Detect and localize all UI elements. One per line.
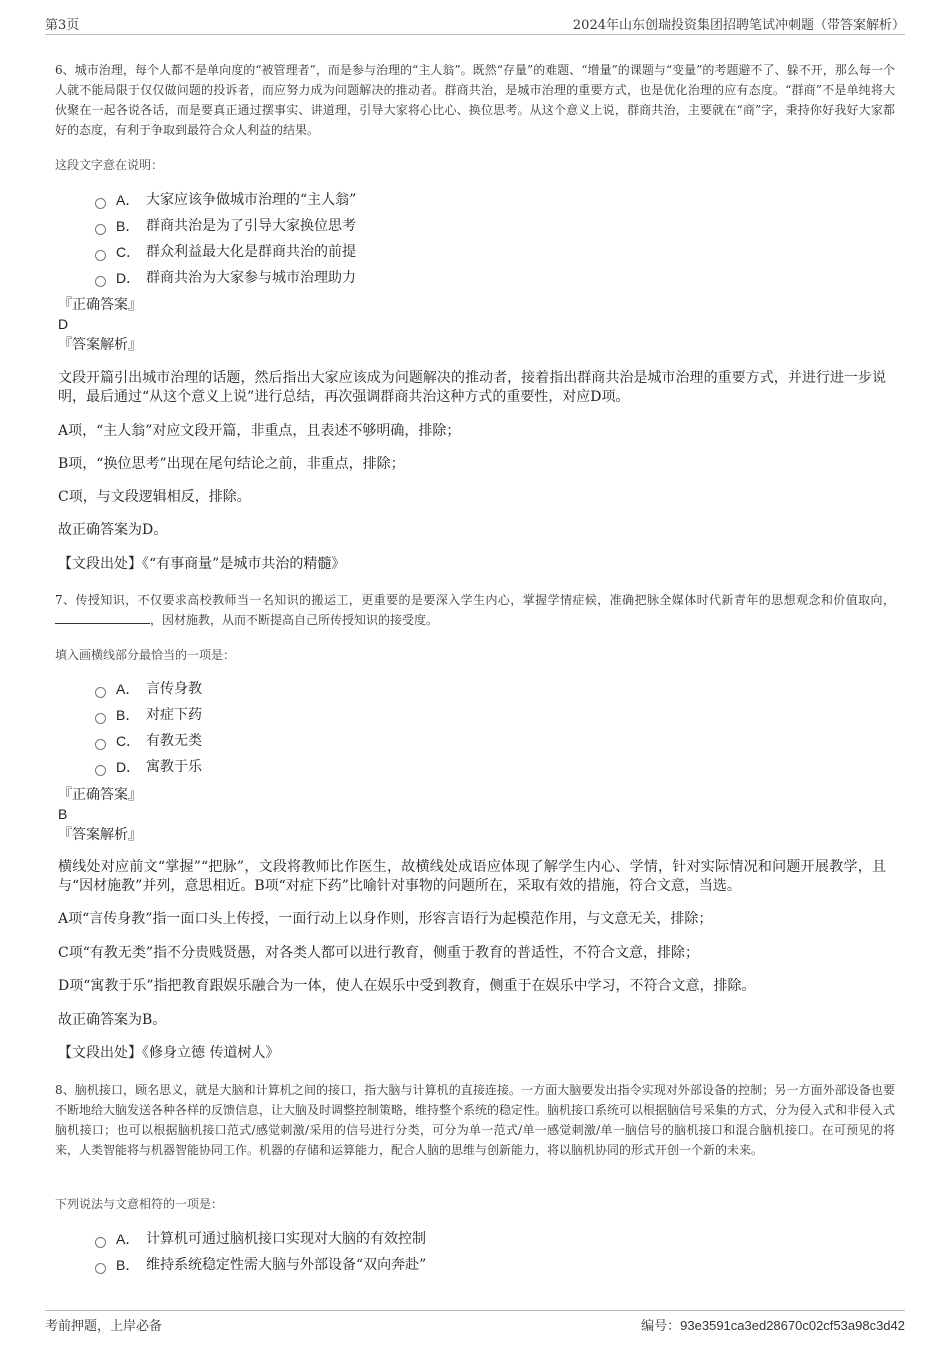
radio-icon[interactable] bbox=[95, 765, 106, 776]
document-title: 2024年山东创瑞投资集团招聘笔试冲刺题（带答案解析） bbox=[572, 18, 905, 33]
answer-blank bbox=[55, 611, 150, 624]
q6-option-d[interactable]: D． 群商共治为大家参与城市治理助力 bbox=[95, 266, 356, 290]
q6-option-b[interactable]: B． 群商共治是为了引导大家换位思考 bbox=[95, 214, 356, 238]
question-7-text: 7、传授知识，不仅要求高校教师当一名知识的搬运工，更重要的是要深入学生内心，掌握学情症候，准确把脉全媒体时代新青年的思想观念和价值取向，，因材施教，从而不断提高自己所传授知识的接受度。 bbox=[55, 593, 895, 627]
page-number: 第3页 bbox=[45, 18, 80, 33]
q6-analysis-paragraph: 故正确答案为D。 bbox=[58, 522, 168, 538]
q7-option-c[interactable]: C． 有教无类 bbox=[95, 729, 202, 753]
q7-answer-label: 『正确答案』 bbox=[58, 787, 142, 803]
radio-icon[interactable] bbox=[95, 224, 106, 235]
q7-option-b[interactable]: B． 对症下药 bbox=[95, 703, 202, 727]
radio-icon[interactable] bbox=[95, 198, 106, 209]
page-header bbox=[45, 14, 905, 35]
q7-answer: B bbox=[58, 806, 68, 822]
q6-analysis-paragraph: A项，“主人翁”对应文段开篇，非重点，且表述不够明确，排除； bbox=[58, 423, 461, 439]
radio-icon[interactable] bbox=[95, 1237, 106, 1248]
q7-analysis-paragraph: 故正确答案为B。 bbox=[58, 1012, 167, 1028]
q6-option-a[interactable]: A． 大家应该争做城市治理的“主人翁” bbox=[95, 188, 356, 212]
q6-analysis-paragraph: B项，“换位思考”出现在尾句结论之前，非重点，排除； bbox=[58, 456, 405, 472]
q7-option-a[interactable]: A． 言传身教 bbox=[95, 677, 202, 701]
q7-analysis-paragraph: 横线处对应前文“掌握”“把脉”，文段将教师比作医生，故横线处成语应体现了解学生内心、学情，针对实际情况和问题开展教学，且与“因材施教”并列，意思相近。B项“对症下药”比喻针对事物的问题所在，采取有效的措施，符合文意，当选。 bbox=[58, 859, 886, 894]
q8-option-b[interactable]: B． 维持系统稳定性需大脑与外部设备“双向奔赴” bbox=[95, 1253, 426, 1277]
q7-analysis-label: 『答案解析』 bbox=[58, 827, 142, 843]
document-code: 编号：93e3591ca3ed28670c02cf53a98c3d42 bbox=[641, 1318, 905, 1334]
question-8-prompt: 下列说法与文意相符的一项是： bbox=[55, 1197, 224, 1211]
radio-icon[interactable] bbox=[95, 713, 106, 724]
q7-option-d[interactable]: D． 寓教于乐 bbox=[95, 755, 202, 779]
q6-answer-label: 『正确答案』 bbox=[58, 297, 142, 313]
question-7-prompt: 填入画横线部分最恰当的一项是： bbox=[55, 648, 236, 662]
q6-source: 【文段出处】《“有事商量”是城市共治的精髓》 bbox=[58, 556, 346, 572]
page-footer bbox=[45, 1310, 905, 1335]
question-8-text: 8、脑机接口，顾名思义，就是大脑和计算机之间的接口，指大脑与计算机的直接连接。一方面大脑要发出指令实现对外部设备的控制；另一方面外部设备也要不断地给大脑发送各种各样的反馈信息，让大脑及时调整控制策略，维持整个系统的稳定性。脑机接口系统可以根据脑信号采集的方式，分为侵入式和非侵入式脑机接口；也可以根据脑机接口范式/感觉刺激/采用的信号进行分类，可分为单一范式/单一感觉刺激/单一脑信号的脑机接口和混合脑机接口。在可预见的将来，人类智能将与机器智能协同工作。机器的存储和运算能力，配合人脑的思维与创新能力，将以脑机协同的形式开创一个新的未来。 bbox=[55, 1083, 896, 1157]
q6-answer: D bbox=[58, 316, 69, 332]
question-6-prompt: 这段文字意在说明： bbox=[55, 158, 164, 172]
radio-icon[interactable] bbox=[95, 250, 106, 261]
q6-analysis-label: 『答案解析』 bbox=[58, 337, 142, 353]
radio-icon[interactable] bbox=[95, 687, 106, 698]
q7-analysis-paragraph: D项“寓教于乐”指把教育跟娱乐融合为一体，使人在娱乐中受到教育，侧重于在娱乐中学习，不符合文意，排除。 bbox=[58, 978, 756, 994]
radio-icon[interactable] bbox=[95, 1263, 106, 1274]
q6-analysis-paragraph: 文段开篇引出城市治理的话题，然后指出大家应该成为问题解决的推动者，接着指出群商共治是城市治理的重要方式，并进行进一步说明，最后通过“从这个意义上说”进行总结，再次强调群商共治这种方式的重要性，对应D项。 bbox=[58, 370, 886, 405]
q7-analysis-paragraph: A项“言传身教”指一面口头上传授，一面行动上以身作则，形容言语行为起模范作用，与文意无关，排除； bbox=[58, 911, 713, 927]
radio-icon[interactable] bbox=[95, 739, 106, 750]
q6-analysis-paragraph: C项，与文段逻辑相反，排除。 bbox=[58, 489, 251, 505]
q8-option-a[interactable]: A． 计算机可通过脑机接口实现对大脑的有效控制 bbox=[95, 1227, 426, 1251]
q7-source: 【文段出处】《修身立德 传道树人》 bbox=[58, 1045, 280, 1061]
q6-option-c[interactable]: C． 群众利益最大化是群商共治的前提 bbox=[95, 240, 356, 264]
q7-analysis-paragraph: C项“有教无类”指不分贵贱贤愚，对各类人都可以进行教育，侧重于教育的普适性，不符合文意，排除； bbox=[58, 945, 700, 961]
question-6-text: 6、城市治理，每个人都不是单向度的“被管理者”，而是参与治理的“主人翁”。既然“存量”的难题、“增量”的课题与“变量”的考题避不了、躲不开，那么每一个人就不能局限于仅仅做问题的投诉者，而应努力成为问题解决的推动者。群商共治，是城市治理的重要方式，也是优化治理的应有态度。“群商”不是单纯将大伙聚在一起各说各话，而是要真正通过摆事实、讲道理，引导大家将心比心、换位思考。从这个意义上说，群商共治，主要就在“商”字，秉持你好我好大家都好的态度，有利于争取到最符合众人利益的结果。 bbox=[55, 63, 895, 137]
footer-slogan: 考前押题，上岸必备 bbox=[45, 1319, 163, 1334]
radio-icon[interactable] bbox=[95, 276, 106, 287]
